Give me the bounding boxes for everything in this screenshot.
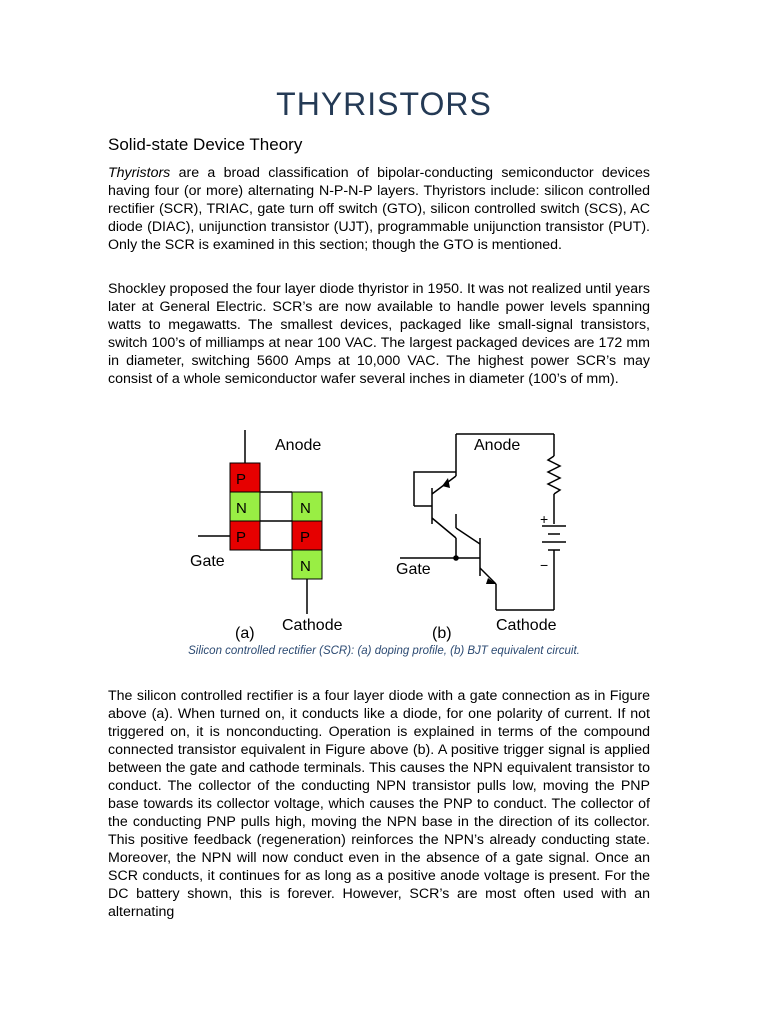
cathode-label-a: Cathode: [282, 617, 343, 634]
gate-label-a: Gate: [190, 553, 225, 570]
layer-letter-right-2: P: [300, 529, 311, 546]
panel-label-b: (b): [432, 625, 452, 642]
cathode-label-b: Cathode: [496, 617, 557, 634]
layer-letter-left-1: P: [236, 471, 247, 488]
thyristors-term: Thyristors: [108, 165, 171, 181]
intro-paragraph-text: are a broad classification of bipolar-conducting semiconductor devices having four (or more) alternating N-P-N-P layers. Thyristors include: silicon controlled rectifier (SCR), TRIAC, gate turn off switch (GTO), silicon controlled switch (SCS), AC diode (DIAC), unijunction transistor (UJT), programmable unijunction transistor (PUT). Only the SCR is examined in this section; though the GTO is mentioned.: [108, 165, 650, 253]
doping-profile: [190, 430, 343, 642]
gate-label-b: Gate: [396, 561, 431, 578]
scr-diagram: [170, 428, 590, 648]
anode-label-b: Anode: [474, 437, 521, 454]
intro-paragraph: [108, 164, 650, 254]
operation-paragraph: The silicon controlled rectifier is a four layer diode with a gate connection as in Figure above (a). When turned on, it conducts like a diode, for one polarity of current. If not triggered on, it is nonconducting. Operation is explained in terms of the compound connected transistor equivalent in Figure above (b). A positive trigger signal is applied between the gate and cathode terminals. This causes the NPN equivalent transistor to conduct. The collector of the conducting NPN transistor pulls low, moving the PNP base towards its collector voltage, which causes the PNP to conduct. The collector of the conducting PNP pulls high, moving the NPN base in the direction of its collector. This positive feedback (regeneration) reinforces the NPN’s already conducting state. Moreover, the NPN will now conduct even in the absence of a gate signal. Once an SCR conducts, it continues for as long as a positive anode voltage is present. For the DC battery shown, this is forever. However, SCR’s are most often used with an alternating: [108, 688, 650, 920]
scr-figure: [170, 428, 590, 648]
page-title: THYRISTORS: [276, 86, 492, 122]
resistor: [548, 456, 560, 494]
history-paragraph: Shockley proposed the four layer diode thyristor in 1950. It was not realized until years later at General Electric. SCR’s are now available to handle power levels spanning watts to megawatts. The smallest devices, packaged like small-signal transistors, switch 100’s of milliamps at near 100 VAC. The largest packaged devices are 172 mm in diameter, switching 5600 Amps at 10,000 VAC. The highest power SCR’s may consist of a whole semiconductor wafer several inches in diameter (100’s of mm).: [108, 281, 650, 387]
layer-letter-left-2: N: [236, 500, 247, 517]
gate-junction-dot: [453, 555, 459, 561]
anode-label-a: Anode: [275, 437, 322, 454]
figure-caption: Silicon controlled rectifier (SCR): (a) doping profile, (b) BJT equivalent circuit.: [188, 645, 580, 657]
battery-minus: −: [540, 557, 549, 573]
layer-letter-right-3: N: [300, 558, 311, 575]
panel-label-a: (a): [235, 625, 255, 642]
layer-letter-right-1: N: [300, 500, 311, 517]
section-subtitle: Solid-state Device Theory: [108, 135, 303, 154]
battery-plus: +: [540, 511, 549, 527]
layer-letter-left-3: P: [236, 529, 247, 546]
